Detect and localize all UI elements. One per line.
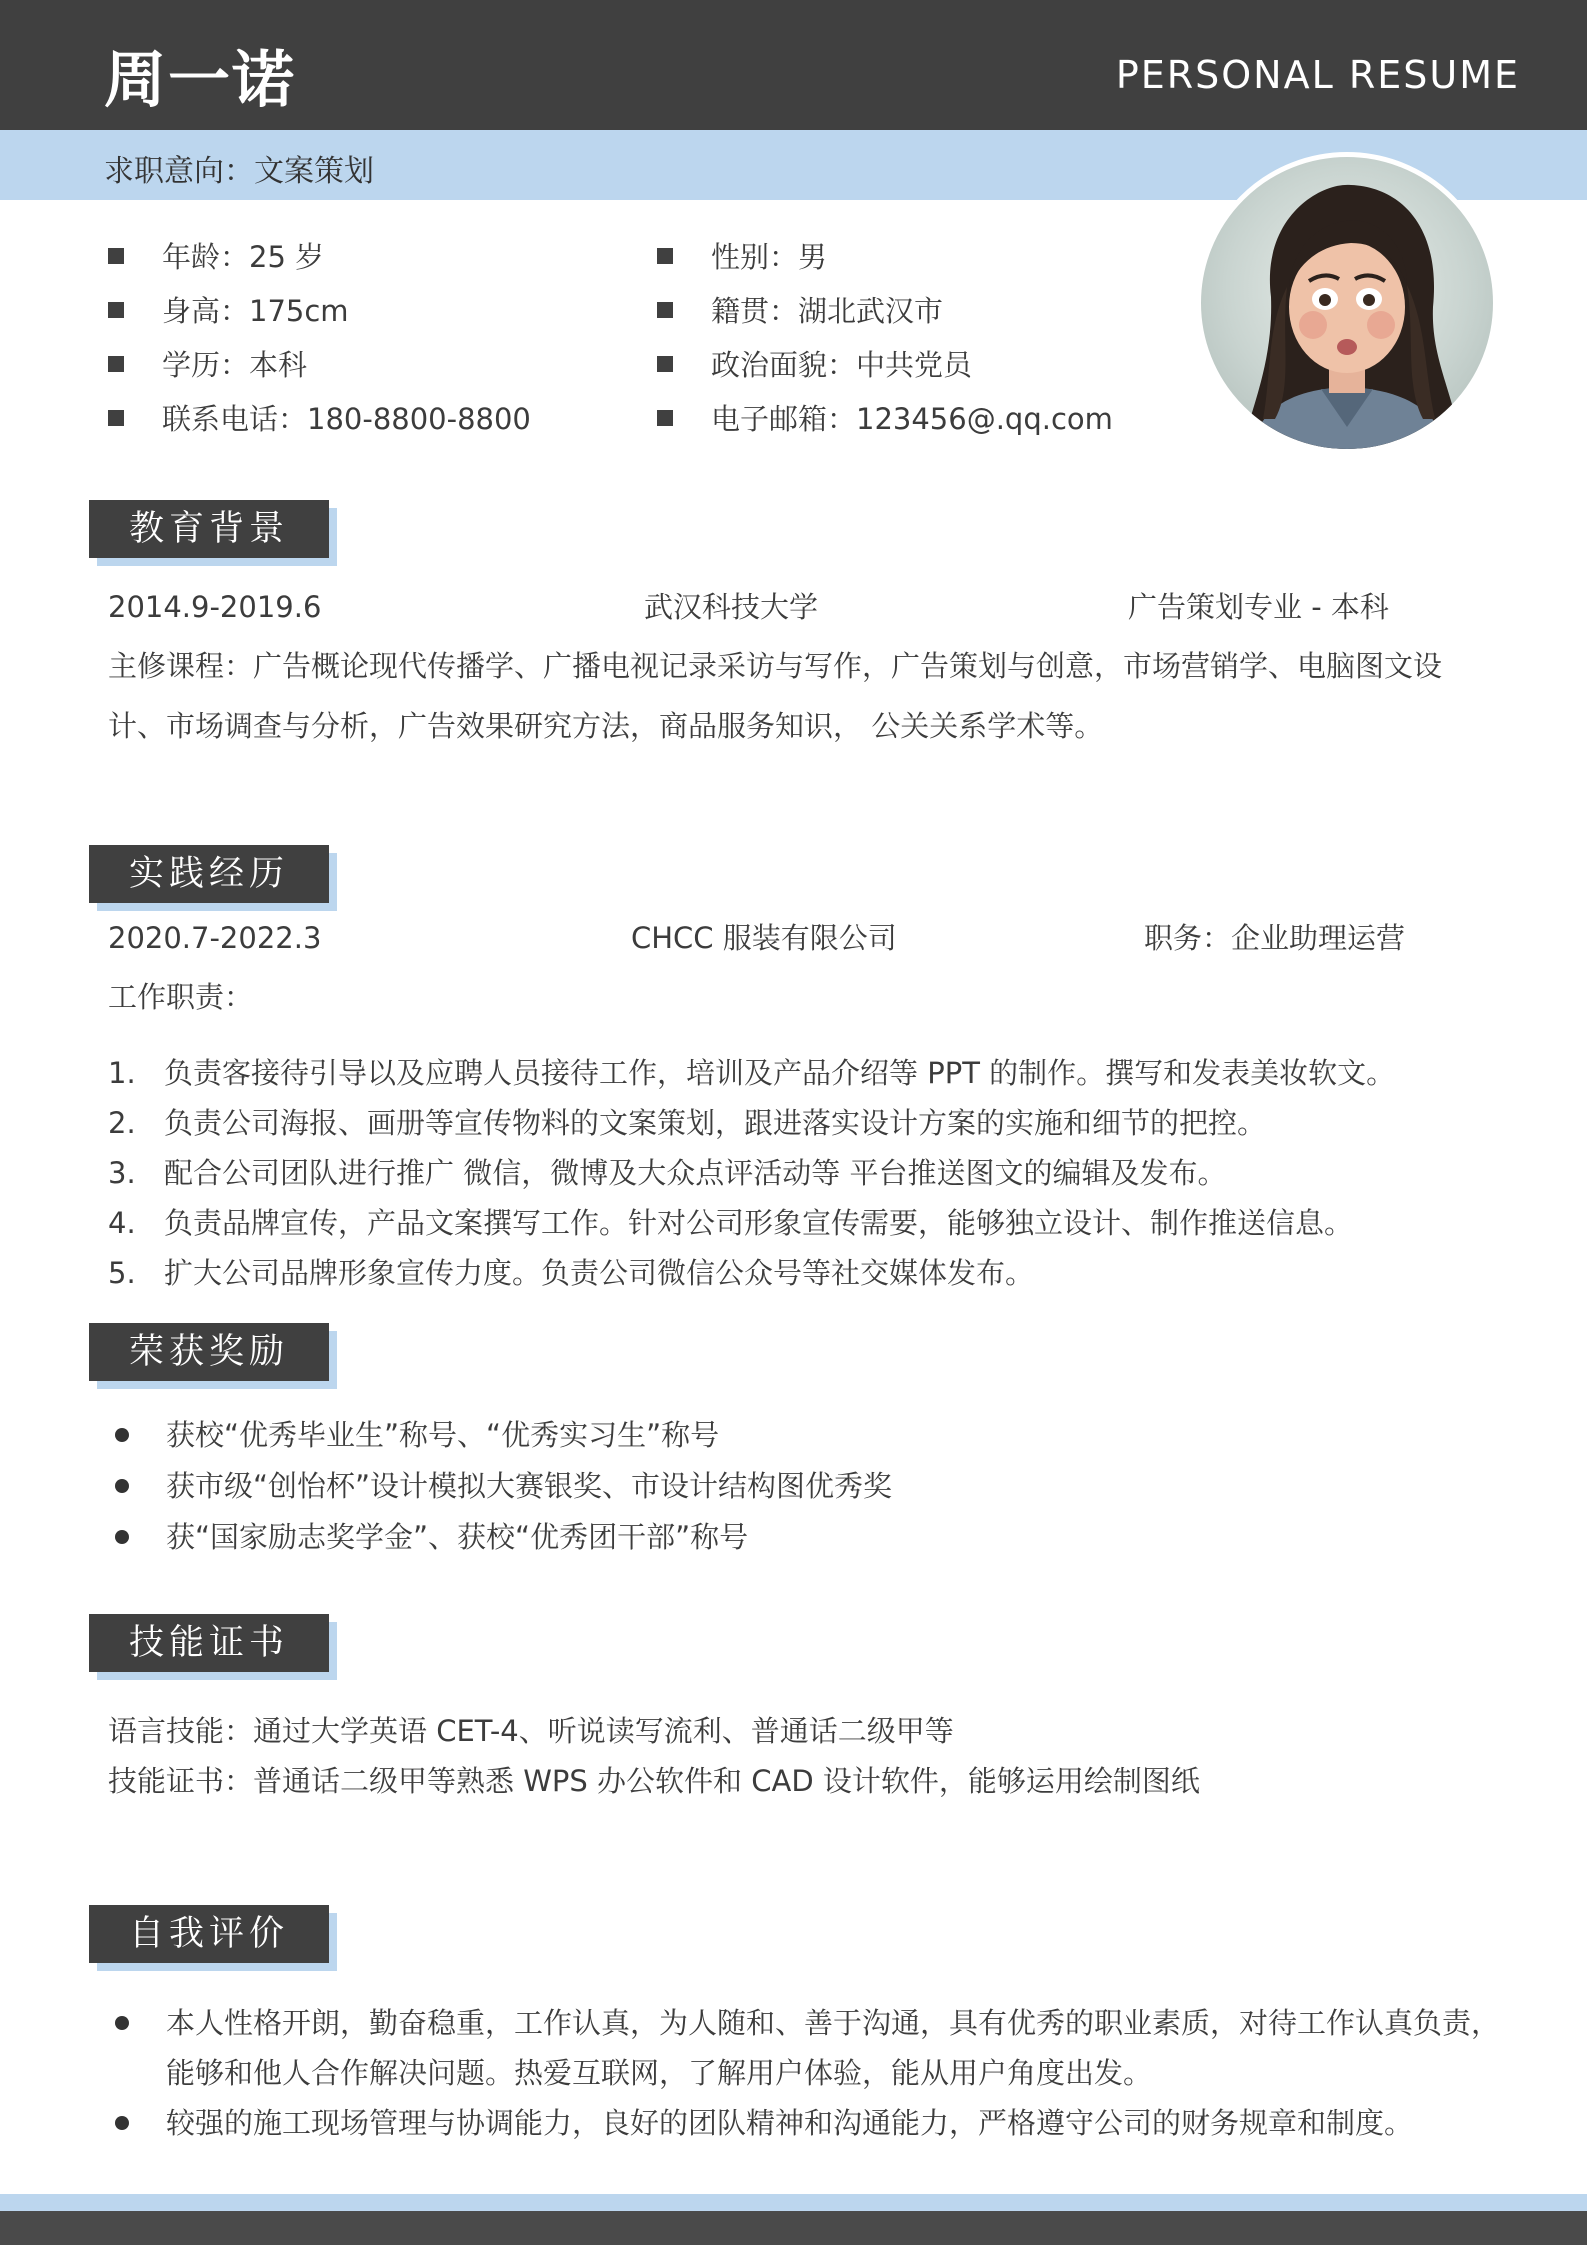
section-education-heading: 教育背景 bbox=[89, 500, 329, 558]
portrait-photo bbox=[1196, 152, 1498, 454]
square-bullet-icon bbox=[657, 410, 673, 426]
info-political: 政治面貌：中共党员 bbox=[657, 345, 972, 385]
footer-accent-bar bbox=[0, 2194, 1587, 2211]
awards-list bbox=[112, 1410, 1512, 1563]
resume-title: PERSONAL RESUME bbox=[1115, 53, 1520, 97]
list-item: 获市级“创怡杯”设计模拟大赛银奖、市设计结构图优秀奖 bbox=[112, 1461, 1512, 1512]
practice-position: 职务：企业助理运营 bbox=[1144, 921, 1406, 955]
list-item: 较强的施工现场管理与协调能力，良好的团队精神和沟通能力，严格遵守公司的财务规章和制度。 bbox=[112, 2098, 1502, 2148]
square-bullet-icon bbox=[108, 248, 124, 264]
skills-certificates: 技能证书：普通话二级甲等熟悉 WPS 办公软件和 CAD 设计软件，能够运用绘制图纸 bbox=[108, 1764, 1200, 1798]
section-practice-heading: 实践经历 bbox=[89, 845, 329, 903]
info-phone: 联系电话：180-8800-8800 bbox=[108, 399, 531, 439]
info-email: 电子邮箱：123456@.qq.com bbox=[657, 399, 1113, 439]
practice-company: CHCC 服装有限公司 bbox=[631, 921, 897, 955]
square-bullet-icon bbox=[108, 410, 124, 426]
job-intent: 求职意向：文案策划 bbox=[104, 154, 374, 189]
list-item: 1. 负责客接待引导以及应聘人员接待工作，培训及产品介绍等 PPT 的制作。撰写和发表美妆软文。 bbox=[108, 1056, 1396, 1090]
self-eval-list bbox=[112, 1998, 1502, 2148]
list-item: 3. 配合公司团队进行推广 微信，微博及大众点评活动等 平台推送图文的编辑及发布。 bbox=[108, 1156, 1227, 1190]
square-bullet-icon bbox=[657, 356, 673, 372]
list-item: 获校“优秀毕业生”称号、“优秀实习生”称号 bbox=[112, 1410, 1512, 1461]
candidate-name: 周一诺 bbox=[104, 43, 297, 116]
info-height: 身高：175cm bbox=[108, 291, 349, 331]
education-school: 武汉科技大学 bbox=[644, 590, 819, 624]
info-education: 学历：本科 bbox=[108, 345, 307, 385]
list-item: 本人性格开朗，勤奋稳重，工作认真，为人随和、善于沟通，具有优秀的职业素质，对待工作认真负责，能够和他人合作解决问题。热爱互联网，了解用户体验，能从用户角度出发。 bbox=[112, 1998, 1502, 2098]
practice-period: 2020.7-2022.3 bbox=[108, 921, 322, 955]
footer-bar bbox=[0, 2211, 1587, 2245]
info-age: 年龄：25 岁 bbox=[108, 237, 324, 277]
section-awards-heading: 荣获奖励 bbox=[89, 1323, 329, 1381]
list-item: 5. 扩大公司品牌形象宣传力度。负责公司微信公众号等社交媒体发布。 bbox=[108, 1256, 1035, 1290]
list-item: 2. 负责公司海报、画册等宣传物料的文案策划，跟进落实设计方案的实施和细节的把控。 bbox=[108, 1106, 1267, 1140]
info-hometown: 籍贯：湖北武汉市 bbox=[657, 291, 943, 331]
education-period: 2014.9-2019.6 bbox=[108, 590, 322, 624]
section-self-eval-heading: 自我评价 bbox=[89, 1905, 329, 1963]
section-skills-heading: 技能证书 bbox=[89, 1614, 329, 1672]
info-gender: 性别：男 bbox=[657, 237, 827, 277]
square-bullet-icon bbox=[657, 248, 673, 264]
practice-duty-label: 工作职责： bbox=[108, 980, 254, 1014]
portrait-icon bbox=[1201, 157, 1493, 449]
practice-duties-list bbox=[108, 1048, 1528, 1298]
square-bullet-icon bbox=[657, 302, 673, 318]
list-item: 获“国家励志奖学金”、获校“优秀团干部”称号 bbox=[112, 1512, 1512, 1563]
square-bullet-icon bbox=[108, 302, 124, 318]
education-courses: 主修课程：广告概论现代传播学、广播电视记录采访与写作，广告策划与创意，市场营销学、电脑图文设计、市场调查与分析，广告效果研究方法，商品服务知识， 公关关系学术等。 bbox=[108, 649, 1443, 743]
list-item: 4. 负责品牌宣传，产品文案撰写工作。针对公司形象宣传需要，能够独立设计、制作推送信息。 bbox=[108, 1206, 1354, 1240]
skills-language: 语言技能：通过大学英语 CET-4、听说读写流利、普通话二级甲等 bbox=[108, 1714, 954, 1748]
square-bullet-icon bbox=[108, 356, 124, 372]
education-major: 广告策划专业 - 本科 bbox=[1128, 590, 1389, 624]
